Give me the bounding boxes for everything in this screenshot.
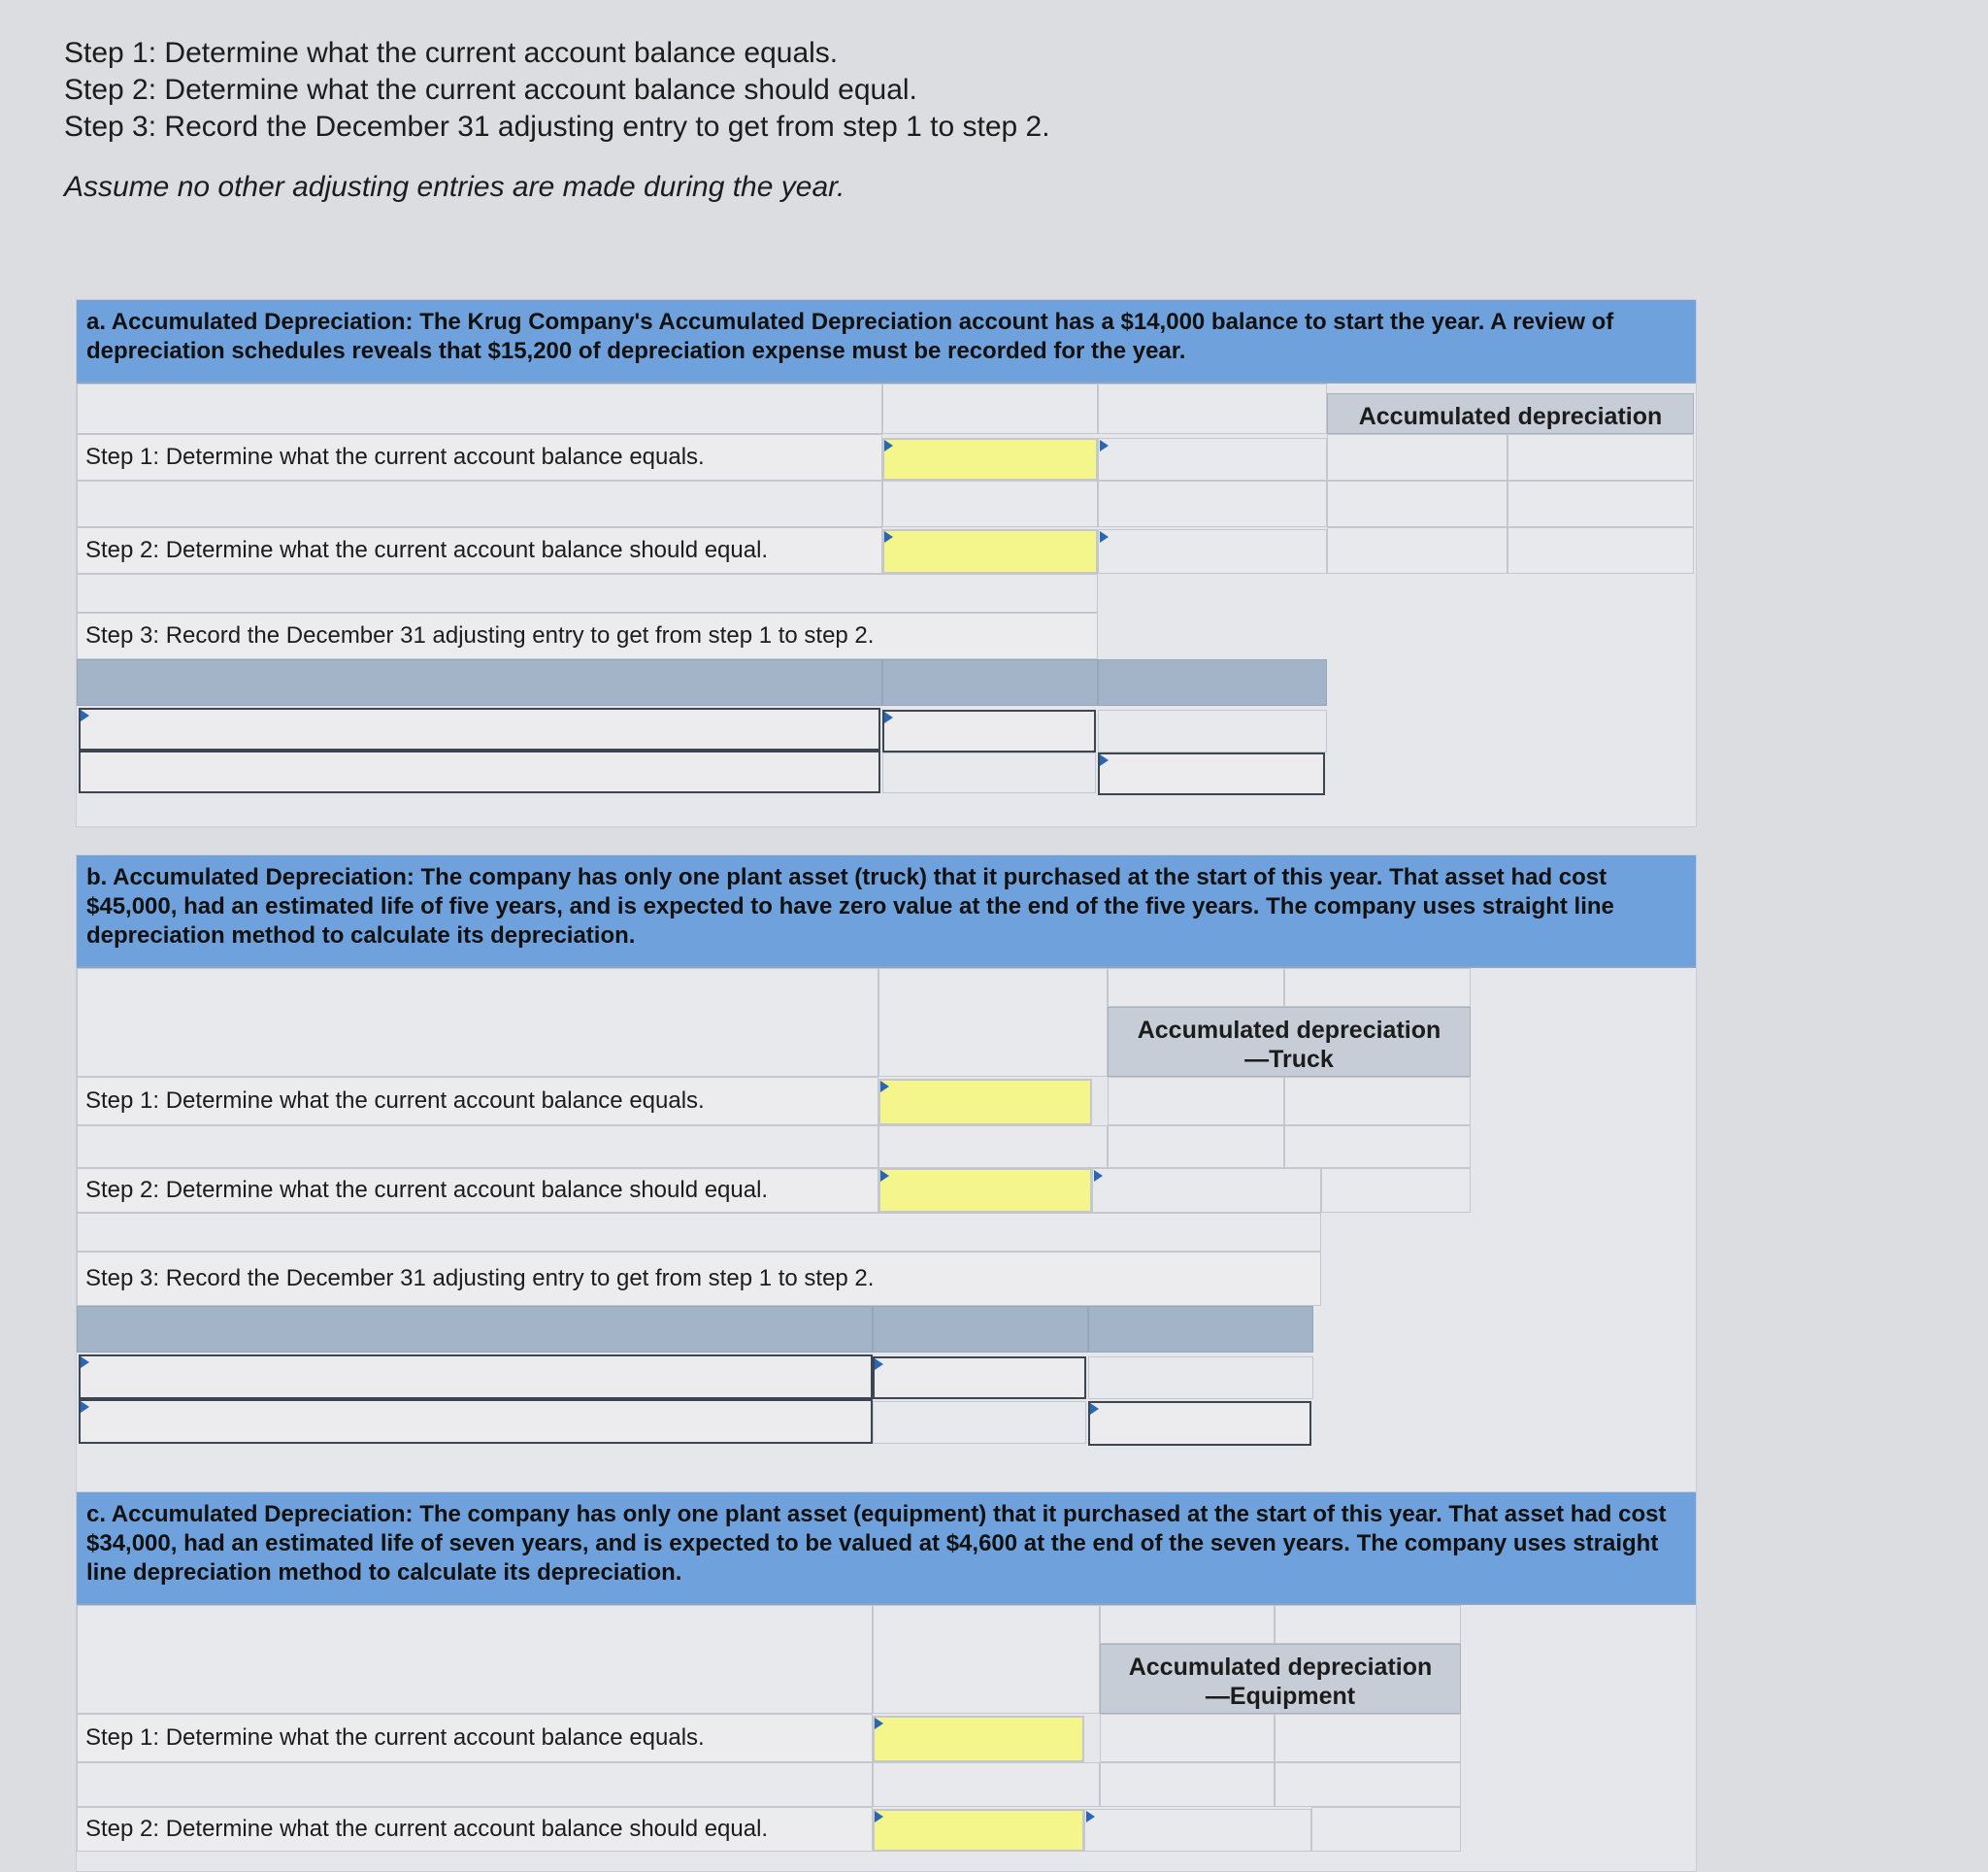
t-account-title: Accumulated depreciation —Truck bbox=[1108, 1007, 1471, 1077]
intro-step2: Step 2: Determine what the current account balance should equal. bbox=[64, 74, 917, 106]
step3-label: Step 3: Record the December 31 adjusting entry to get from step 1 to step 2. bbox=[77, 613, 1098, 659]
blank-row bbox=[77, 1213, 1321, 1252]
blank-cell bbox=[1275, 1605, 1461, 1644]
t-account-debit bbox=[1327, 481, 1508, 527]
step2-label: Step 2: Determine what the current account balance should equal. bbox=[77, 1807, 873, 1852]
dropdown-arrow-icon bbox=[1100, 531, 1111, 545]
journal-credit-input-2[interactable] bbox=[1098, 752, 1325, 795]
journal-credit-input-1[interactable] bbox=[1098, 710, 1327, 752]
step2-balance-input[interactable] bbox=[873, 1809, 1084, 1852]
journal-debit-input-2[interactable] bbox=[873, 1401, 1086, 1444]
dropdown-arrow-icon bbox=[81, 710, 92, 723]
step2-aux-input[interactable] bbox=[1092, 1168, 1321, 1213]
blank-row bbox=[77, 574, 1098, 613]
t-account-credit bbox=[1321, 1168, 1471, 1213]
blank-cell bbox=[77, 968, 878, 1077]
t-account-credit bbox=[1284, 1125, 1471, 1168]
t-account-debit bbox=[1108, 1077, 1284, 1125]
t-account-debit bbox=[1327, 434, 1508, 481]
blank-row bbox=[77, 481, 882, 527]
blank-cell bbox=[1098, 384, 1327, 434]
section-c bbox=[76, 1491, 1697, 1872]
step3-label: Step 3: Record the December 31 adjusting entry to get from step 1 to step 2. bbox=[77, 1252, 1321, 1306]
t-account-debit bbox=[1100, 1762, 1275, 1807]
blank-row bbox=[77, 1125, 878, 1168]
blank-cell bbox=[878, 968, 1108, 1077]
journal-debit-input-1[interactable] bbox=[873, 1356, 1086, 1399]
blank-cell bbox=[878, 1125, 1108, 1168]
section-c-header: c. Accumulated Depreciation: The company has only one plant asset (equipment) that it purchased at the start of this year. That asset had cost $34,000, had an estimated life of seven years, and is expected to be valued at $4,600 at the end of the seven years. The company uses straight line depreciation method to calculate its depreciation. bbox=[77, 1492, 1696, 1605]
journal-credit-input-1[interactable] bbox=[1088, 1356, 1313, 1399]
dropdown-arrow-icon bbox=[81, 1356, 92, 1370]
t-account-credit bbox=[1508, 434, 1694, 481]
journal-account-input-2[interactable] bbox=[79, 751, 880, 793]
dropdown-arrow-icon bbox=[1086, 1811, 1098, 1824]
blank-cell bbox=[882, 384, 1098, 434]
step1-balance-input[interactable] bbox=[882, 438, 1098, 481]
step2-label: Step 2: Determine what the current account balance should equal. bbox=[77, 1168, 878, 1213]
blank-cell bbox=[1100, 1605, 1275, 1644]
blank-cell bbox=[873, 1762, 1100, 1807]
intro-assumption: Assume no other adjusting entries are made during the year. bbox=[64, 171, 845, 203]
journal-debit-input-1[interactable] bbox=[882, 710, 1096, 752]
step2-aux-input[interactable] bbox=[1084, 1809, 1311, 1852]
step1-label: Step 1: Determine what the current account balance equals. bbox=[77, 1714, 873, 1762]
section-b bbox=[76, 854, 1697, 1497]
blank-cell bbox=[77, 384, 882, 434]
step1-balance-input[interactable] bbox=[873, 1716, 1084, 1762]
step2-balance-input[interactable] bbox=[882, 529, 1098, 574]
t-account-credit bbox=[1508, 527, 1694, 574]
journal-debit-input-2[interactable] bbox=[882, 752, 1096, 793]
dropdown-arrow-icon bbox=[875, 1358, 886, 1372]
step2-aux-input[interactable] bbox=[1098, 529, 1327, 574]
t-account-credit bbox=[1284, 1077, 1471, 1125]
step2-label: Step 2: Determine what the current account balance should equal. bbox=[77, 527, 882, 574]
blank-row bbox=[77, 1762, 873, 1807]
journal-header-debit bbox=[873, 1306, 1088, 1353]
journal-header-credit bbox=[1088, 1306, 1313, 1353]
blank-cell bbox=[1108, 968, 1284, 1007]
step2-balance-input[interactable] bbox=[878, 1168, 1092, 1213]
t-account-debit bbox=[1108, 1125, 1284, 1168]
journal-account-input-2[interactable] bbox=[79, 1399, 873, 1444]
dropdown-arrow-icon bbox=[1094, 1170, 1106, 1184]
journal-account-input-1[interactable] bbox=[79, 708, 880, 751]
dropdown-arrow-icon bbox=[1100, 754, 1111, 768]
instructions bbox=[64, 35, 1423, 204]
blank-cell bbox=[1284, 968, 1471, 1007]
journal-header-credit bbox=[1098, 659, 1327, 706]
journal-account-input-1[interactable] bbox=[79, 1354, 873, 1399]
step1-balance-input[interactable] bbox=[878, 1079, 1092, 1125]
journal-header bbox=[77, 1306, 873, 1353]
t-account-title: Accumulated depreciation —Equipment bbox=[1100, 1644, 1461, 1714]
t-account-title: Accumulated depreciation bbox=[1327, 393, 1694, 434]
section-a-header: a. Accumulated Depreciation: The Krug Company's Accumulated Depreciation account has a $14,000 balance to start the year. A review of depreciation schedules reveals that $15,200 of depreciation expense must be recorded for the year. bbox=[77, 300, 1696, 384]
blank-cell bbox=[873, 1605, 1100, 1714]
t-account-credit bbox=[1311, 1807, 1461, 1852]
dropdown-arrow-icon bbox=[1090, 1403, 1102, 1417]
intro-step3: Step 3: Record the December 31 adjusting entry to get from step 1 to step 2. bbox=[64, 111, 1050, 143]
blank-cell bbox=[1098, 481, 1327, 527]
dropdown-arrow-icon bbox=[884, 712, 896, 725]
journal-credit-input-2[interactable] bbox=[1088, 1401, 1311, 1446]
blank-cell bbox=[77, 1605, 873, 1714]
step1-label: Step 1: Determine what the current account balance equals. bbox=[77, 1077, 878, 1125]
section-a bbox=[76, 299, 1697, 827]
journal-header-debit bbox=[882, 659, 1098, 706]
t-account-credit bbox=[1275, 1762, 1461, 1807]
step1-label: Step 1: Determine what the current account balance equals. bbox=[77, 434, 882, 481]
t-account-debit bbox=[1327, 527, 1508, 574]
section-b-header: b. Accumulated Depreciation: The company has only one plant asset (truck) that it purchased at the start of this year. That asset had cost $45,000, had an estimated life of five years, and is expected to have zero value at the end of the five years. The company uses straight line depreciation method to calculate its depreciation. bbox=[77, 855, 1696, 968]
t-account-credit bbox=[1275, 1714, 1461, 1762]
t-account-credit bbox=[1508, 481, 1694, 527]
step1-aux-input[interactable] bbox=[1098, 438, 1327, 481]
journal-header bbox=[77, 659, 882, 706]
blank-cell bbox=[882, 481, 1098, 527]
t-account-debit bbox=[1100, 1714, 1275, 1762]
dropdown-arrow-icon bbox=[1100, 440, 1111, 453]
dropdown-arrow-icon bbox=[81, 1401, 92, 1415]
intro-step1: Step 1: Determine what the current account balance equals. bbox=[64, 37, 839, 69]
